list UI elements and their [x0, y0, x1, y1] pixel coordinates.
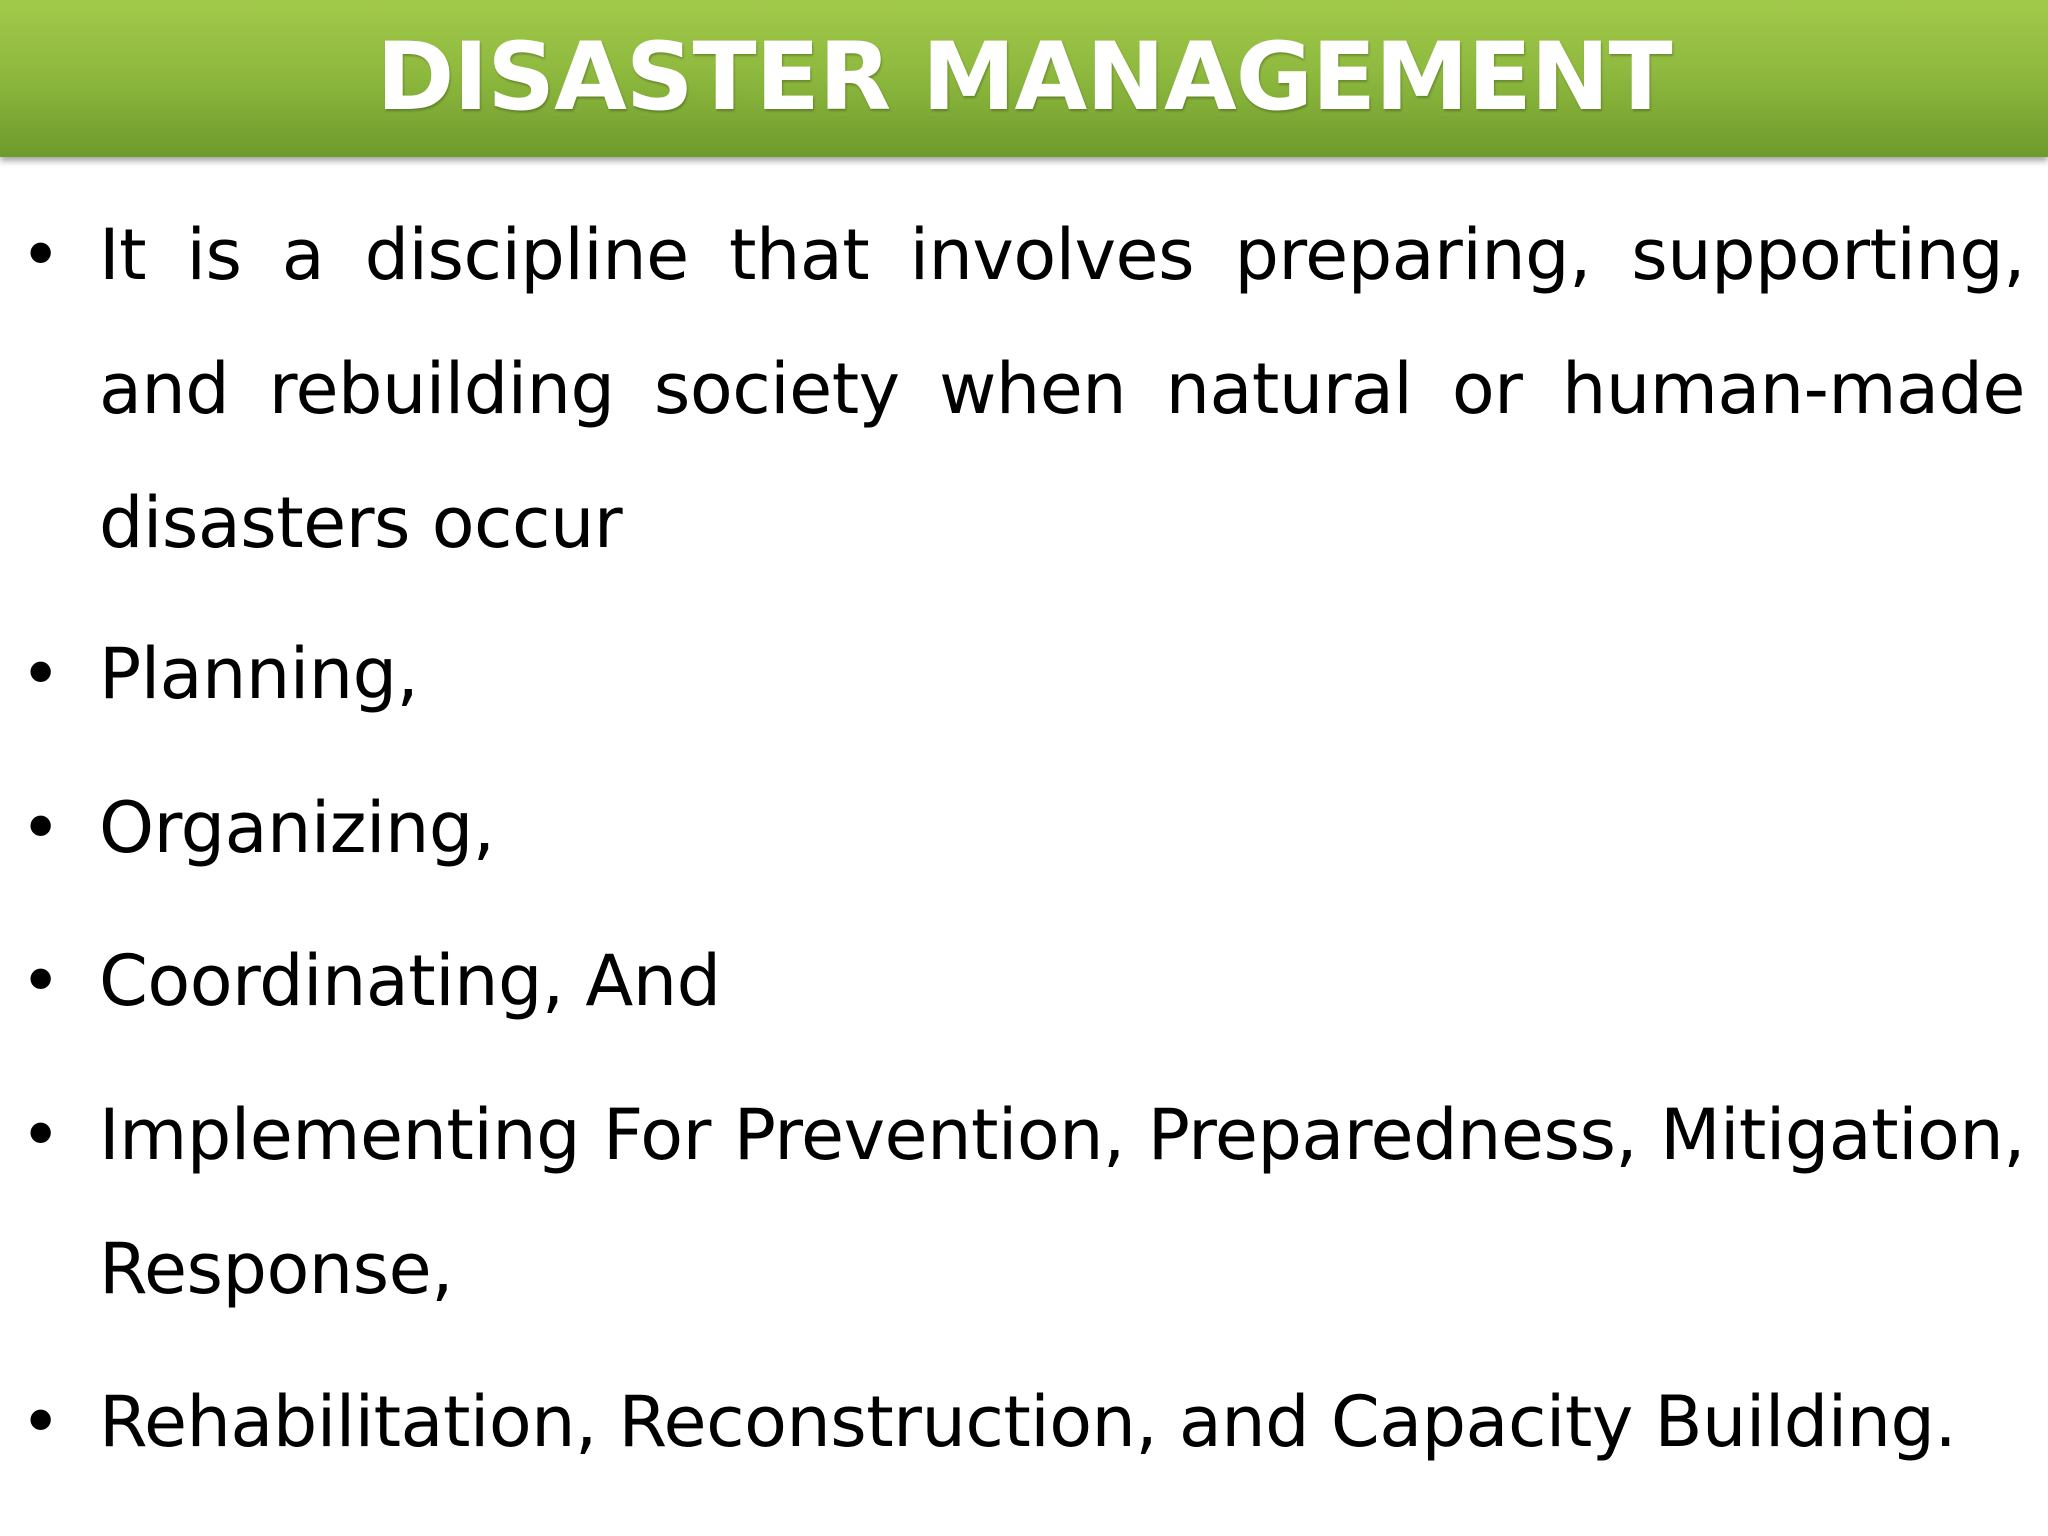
bullet-text: Organizing, — [99, 787, 495, 869]
bullet-text: Planning, — [99, 633, 419, 715]
slide-title: DISASTER MANAGEMENT — [376, 22, 1672, 132]
bullet-dot-icon: • — [20, 633, 61, 715]
bullet-text: Coordinating, And — [99, 940, 721, 1022]
bullet-text: It is a discipline that involves preparing, supporting, and rebuilding society when natural or human-made disasters occur — [99, 214, 2025, 564]
bullet-item-planning — [20, 607, 2025, 741]
bullet-dot-icon: • — [20, 1381, 61, 1463]
bullet-item-coordinating — [20, 914, 2025, 1048]
bullet-item-definition — [20, 188, 2025, 590]
bullet-dot-icon: • — [20, 214, 61, 296]
bullet-dot-icon: • — [20, 940, 61, 1022]
bullet-dot-icon: • — [20, 1094, 61, 1176]
bullet-text: Rehabilitation, Reconstruction, and Capacity Building. — [99, 1381, 1957, 1463]
bullet-item-implementing — [20, 1068, 2025, 1336]
bullet-dot-icon: • — [20, 787, 61, 869]
bullet-item-rehabilitation — [20, 1355, 2025, 1489]
bullet-item-organizing — [20, 761, 2025, 895]
title-bar — [0, 0, 2048, 157]
bullet-text: Implementing For Prevention, Preparedness, Mitigation, Response, — [99, 1094, 2025, 1310]
